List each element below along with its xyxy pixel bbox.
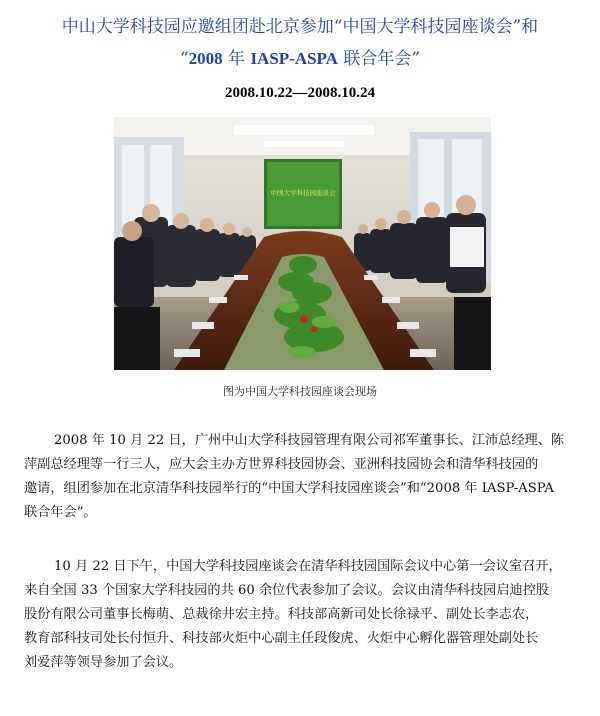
paragraph-1-line: 2008 年 10 月 22 日，广州中山大学科技园管理有限公司祁军董事长、江沛总经理、陈: [54, 433, 565, 448]
paragraph-2: [24, 555, 580, 675]
article-title-line-1: 中山大学科技园应邀组团赴北京参加“中国大学科技园座谈会”和: [61, 17, 539, 37]
paragraph-1-line: 萍副总经理等一行三人，应大会主办方世界科技园协会、亚洲科技园协会和清华科技园的: [24, 457, 539, 472]
projection-screen-text: 中国大学科技园座谈会: [270, 189, 336, 197]
paragraph-2-line: 来自全国 33 个国家大学科技园的共 60 余位代表参加了会议。会议由清华科技园启迪控股: [24, 583, 550, 598]
meeting-photo: [114, 117, 491, 370]
title-rest: 联合年会”: [337, 49, 421, 69]
title-open-quote: “: [179, 49, 189, 69]
title-iasp-aspa: IASP-ASPA: [250, 49, 338, 68]
paragraph-1-line: 邀请，组团参加在北京清华科技园举行的“中国大学科技园座谈会”和“2008 年 IASP-ASPA: [24, 481, 554, 496]
title-year: 2008: [188, 49, 223, 68]
event-date: 2008.10.22—2008.10.24: [225, 85, 375, 101]
paragraph-2-line: 教育部科技司处长付恒升、科技部火炬中心副主任段俊虎、火炬中心孵化器管理处副处长: [24, 631, 539, 646]
paragraph-1: [24, 429, 580, 525]
paragraph-2-line: 股份有限公司董事长梅萌、总裁徐井宏主持。科技部高新司处长徐禄平、副处长李志农，: [24, 607, 539, 622]
paragraph-2-line: 刘爱萍等领导参加了会议。: [24, 655, 183, 670]
title-nian: 年: [222, 49, 251, 69]
photo-caption: 图为中国大学科技园座谈会现场: [223, 385, 377, 398]
paragraph-1-line: 联合年会”。: [24, 505, 97, 520]
article-title-line-2: [0, 48, 600, 70]
paragraph-2-line: 10 月 22 日下午，中国大学科技园座谈会在清华科技园国际会议中心第一会议室召开，: [54, 559, 562, 574]
